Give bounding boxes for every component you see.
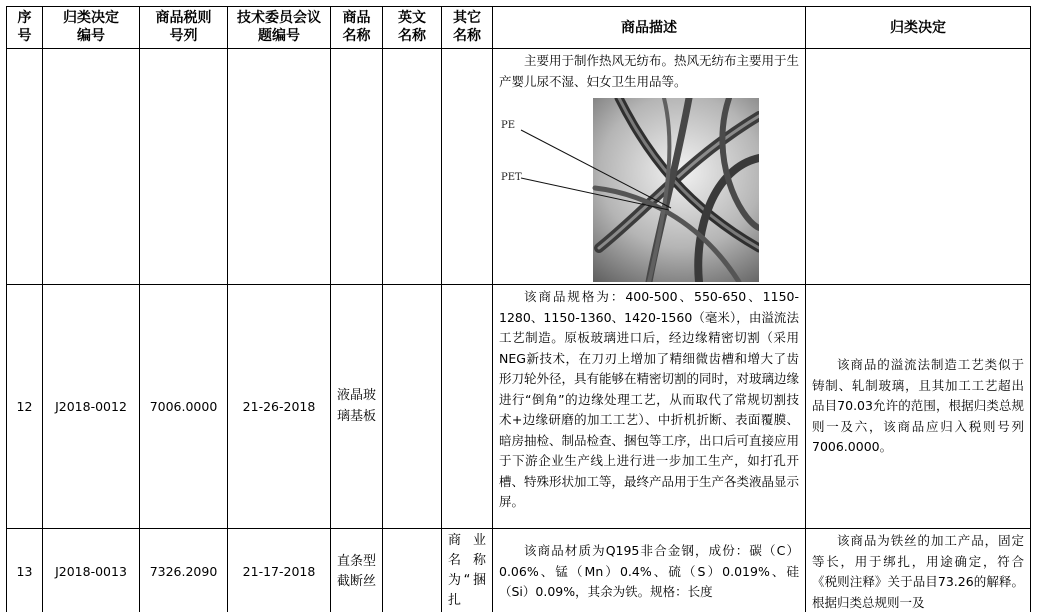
header-row (7, 7, 1031, 49)
cell-tariff-no: 7326.2090 (140, 529, 228, 612)
decision-text: 该商品为铁丝的加工产品，固定等长，用于绑扎，用途确定，符合《税则注释》关于品目73.26的解释。根据归类总规则一及 (812, 533, 1024, 610)
cell-description (493, 49, 806, 285)
cell-seq (7, 49, 43, 285)
description-text: 该商品材质为Q195非合金钢，成份：碳（C）0.06%、锰（Mn）0.4%、硫（S）0.019%、硅（Si）0.09%，其余为铁。规格：长度 (499, 543, 799, 599)
decision-text: 该商品的溢流法制造工艺类似于铸制、轧制玻璃，且其加工工艺超出品目70.03允许的范围，根据归类总规则一及六，该商品应归入税则号列7006.0000。 (812, 357, 1024, 455)
description-text: 主要用于制作热风无纺布。热风无纺布主要用于生产婴儿尿不湿、妇女卫生用品等。 (499, 53, 800, 89)
cell-committee-no: 21-17-2018 (228, 529, 331, 612)
cell-product-name: 直条型截断丝 (331, 529, 383, 612)
header-other-name-label: 其它名称 (453, 10, 481, 44)
cell-committee-no (228, 49, 331, 285)
cell-other-name: 商业名称为“捆扎 (442, 529, 493, 612)
cell-description (493, 285, 806, 529)
header-seq-label: 序号 (17, 10, 32, 44)
header-decision-label: 归类决定 (890, 19, 946, 36)
cell-other-name (442, 285, 493, 529)
header-product-name-label: 商品名称 (342, 10, 371, 44)
cell-english-name (383, 285, 442, 529)
header-description-label: 商品描述 (621, 19, 677, 36)
header-decision-no (43, 7, 140, 49)
cell-seq: 13 (7, 529, 43, 612)
fiber-micrograph (499, 98, 699, 282)
header-decision (806, 7, 1031, 49)
cell-description (493, 529, 806, 612)
pet-label: PET (501, 172, 522, 183)
cell-decision-no (43, 49, 140, 285)
header-product-name (331, 7, 383, 49)
cell-other-name (442, 49, 493, 285)
header-seq (7, 7, 43, 49)
cell-decision-no: J2018-0012 (43, 285, 140, 529)
table-row (7, 49, 1031, 285)
fiber-micrograph-image (499, 98, 759, 282)
cell-seq: 12 (7, 285, 43, 529)
header-english-name-label: 英文名称 (398, 10, 426, 44)
cell-decision (806, 529, 1031, 612)
tariff-classification-table (6, 6, 1031, 612)
cell-english-name (383, 49, 442, 285)
cell-product-name: 液晶玻璃基板 (331, 285, 383, 529)
header-decision-no-label: 归类决定编号 (63, 10, 119, 44)
cell-decision (806, 285, 1031, 529)
header-other-name (442, 7, 493, 49)
header-description (493, 7, 806, 49)
cell-committee-no: 21-26-2018 (228, 285, 331, 529)
cell-product-name (331, 49, 383, 285)
cell-tariff-no (140, 49, 228, 285)
cell-english-name (383, 529, 442, 612)
header-committee-no (228, 7, 331, 49)
header-tariff-no (140, 7, 228, 49)
cell-decision (806, 49, 1031, 285)
description-text: 该商品规格为：400-500、550-650、1150-1280、1150-1360、1420-1560（毫米），由溢流法工艺制造。原板玻璃进口后，经边缘精密切割（采用NEG新技术，在刀刃上增加了精细微齿槽和增大了齿形刀轮外径，具有能够在精密切割的同时，对玻璃边缘进行“倒角”的边缘处理工艺，从而取代了常规切割技术+边缘研磨的加工工艺）、中折机折断、表面覆膜、暗房抽检、制品检查、捆包等工序，出口后可直接应用于下游企业生产线上进行进一步加工生产，如打孔开槽、特殊形状加工等，最终产品用于生产各类液晶显示屏。 (499, 289, 800, 509)
cell-decision-no: J2018-0013 (43, 529, 140, 612)
cell-tariff-no: 7006.0000 (140, 285, 228, 529)
table-row (7, 529, 1031, 612)
header-english-name (383, 7, 442, 49)
table-row (7, 285, 1031, 529)
pe-label: PE (501, 120, 516, 131)
header-tariff-no-label: 商品税则号列 (155, 10, 212, 44)
header-committee-no-label: 技术委员会议题编号 (237, 10, 321, 44)
